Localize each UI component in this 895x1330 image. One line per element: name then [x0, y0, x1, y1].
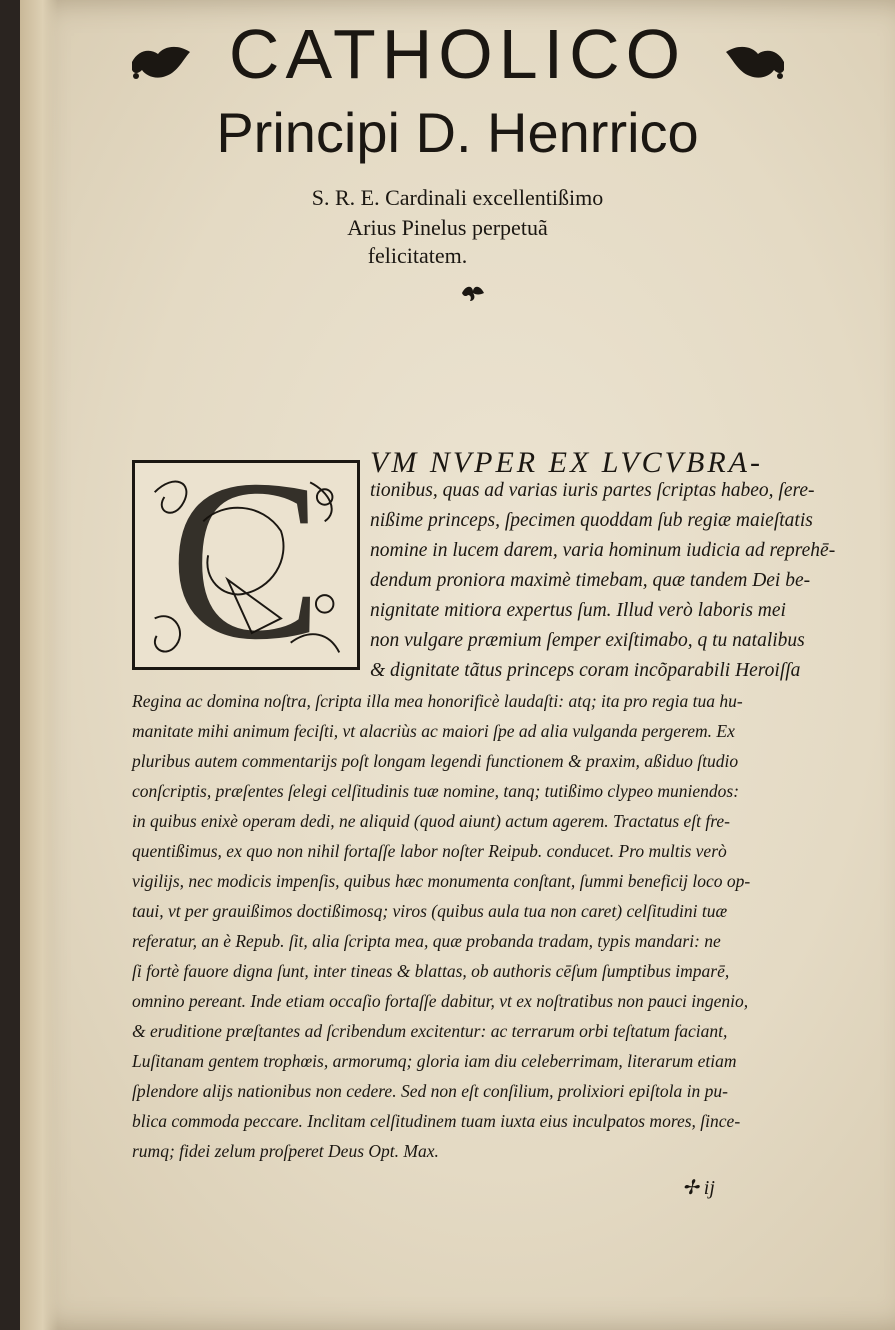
- text-line: ſplendore alijs nationibus non cedere. Sed non eſt conſilium, prolixiori epiſtola in pu-: [132, 1081, 728, 1101]
- text-line: tionibus, quas ad varias iuris partes ſcriptas habeo, ſere-: [370, 480, 815, 501]
- text-line: Regina ac domina noſtra, ſcripta illa mea honorificè laudaſti: atq; ita pro regia tua hu-: [132, 691, 743, 711]
- book-page: [20, 0, 895, 1330]
- initial-letter: C: [169, 432, 323, 687]
- text-line: in quibus enixè operam dedi, ne aliquid (quod aiunt) actum agerem. Tractatus eſt fre-: [132, 811, 730, 831]
- text-line: nignitate mitiora expertus ſum. Illud verò laboris mei: [370, 600, 786, 621]
- signature-mark: ✢ ij: [682, 1177, 715, 1199]
- title-catholico: CATHOLICO: [228, 15, 687, 93]
- decorated-initial-icon: [132, 432, 360, 687]
- text-line: dendum proniora maximè timebam, quæ tandem Dei be-: [370, 570, 811, 591]
- subtitle-cardinali: S. R. E. Cardinali excellentißimo: [311, 185, 604, 210]
- text-line: Luſitanam gentem trophœis, armorumq; gloria iam diu celeberrimam, literarum etiam: [132, 1051, 737, 1071]
- text-line: & dignitate tãtus princeps coram incõparabili Heroiſſa: [370, 660, 801, 681]
- subtitle-author: Arius Pinelus perpetuã: [347, 215, 548, 240]
- text-line: quentißimus, ex quo non nihil fortaſſe labor noſter Reipub. conducet. Pro multis verò: [132, 841, 727, 861]
- text-line: manitate mihi animum feciſti, vt alacriùs ac maiori ſpe ad alia vulganda pergerem. Ex: [132, 721, 735, 741]
- text-line: non vulgare præmium ſemper exiſtimabo, q tu natalibus: [370, 630, 805, 651]
- fleuron-center-icon: [460, 283, 486, 303]
- text-line: omnino pereant. Inde etiam occaſio fortaſſe dabitur, vt ex noſtratibus non pauci ingenio,: [132, 991, 749, 1011]
- text-line: referatur, an è Repub. ſit, alia ſcripta mea, quæ probanda tradam, typis mandari: ne: [132, 931, 721, 951]
- text-line: rumq; fidei zelum proſperet Deus Opt. Max.: [132, 1141, 439, 1161]
- title-principi: Principi D. Henrrico: [216, 101, 699, 164]
- text-line: ſi fortè fauore digna ſunt, inter tineas & blattas, ob authoris cēſum ſumptibus imparē,: [132, 961, 730, 981]
- opening-line: VM NVPER EX LVCVBRA-: [370, 446, 763, 479]
- text-line: nißime princeps, ſpecimen quoddam ſub regiæ maieſtatis: [370, 510, 813, 531]
- text-line: vigilijs, nec modicis impenſis, quibus hæc monumenta conſtant, ſummi beneficij loco op-: [132, 871, 751, 891]
- text-line: blica commoda peccare. Inclitam celſitudinem tuam iuxta eius inculpatos mores, ſince-: [132, 1111, 741, 1131]
- text-line: & eruditione præſtantes ad ſcribendum excitentur: ac terrarum orbi teſtatum faciant,: [132, 1021, 728, 1041]
- text-line: taui, vt per grauißimos doctißimosq; viros (quibus aula tua non caret) celſitudini tuæ: [132, 901, 728, 921]
- text-line: nomine in lucem darem, varia hominum iudicia ad reprehē-: [370, 540, 836, 561]
- text-line: conſcriptis, præſentes ſelegi celſitudinis tuæ nomine, tanq; tutißimo clypeo muniendos:: [132, 781, 740, 801]
- text-line: pluribus autem commentarijs poſt longam legendi functionem & praxim, aßiduo ſtudio: [132, 751, 739, 771]
- subtitle-felicitatem: felicitatem.: [367, 243, 468, 268]
